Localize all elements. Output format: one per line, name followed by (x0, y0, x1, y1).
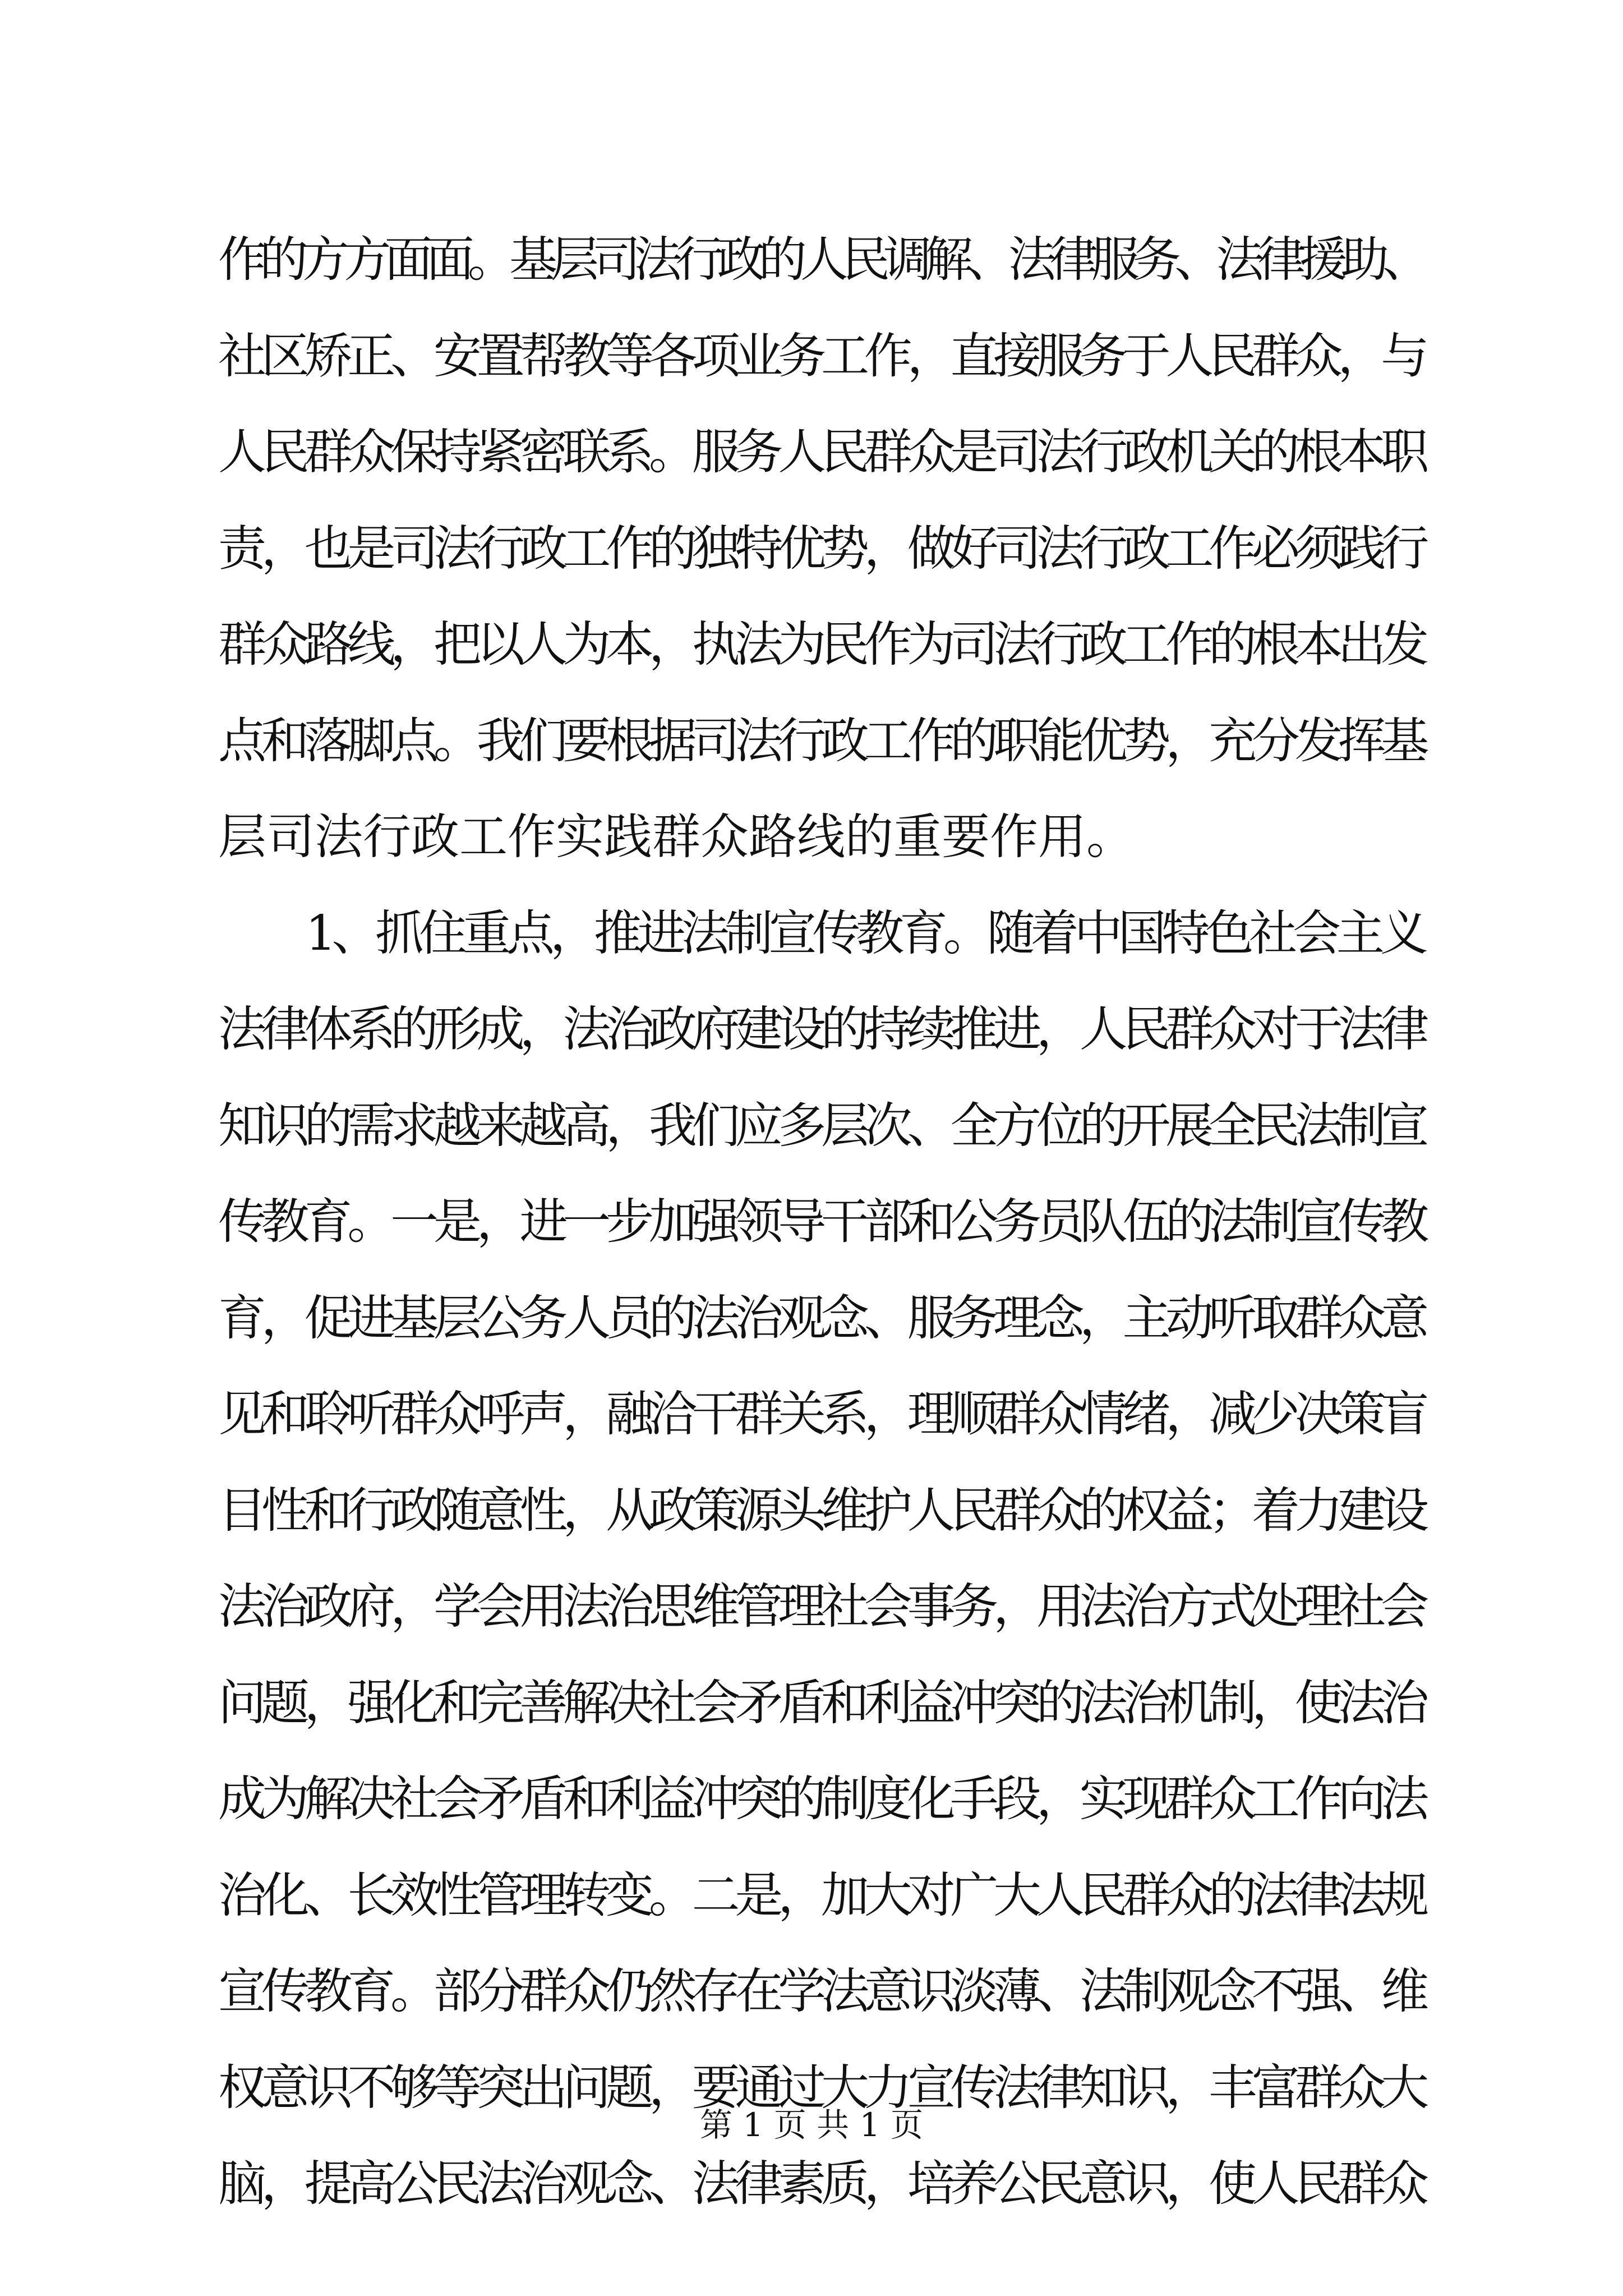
text-line: 责，也是司法行政工作的独特优势，做好司法行政工作必须践行 (218, 520, 1424, 577)
text-line: 问题，强化和完善解决社会矛盾和利益冲突的法治机制，使法治 (218, 1674, 1424, 1731)
text-line: 脑，提高公民法治观念、法律素质，培养公民意识，使人民群众 (218, 2156, 1424, 2212)
body-text (218, 212, 1424, 2233)
text-line: 传教育。一是，进一步加强领导干部和公务员队伍的法制宣传教 (218, 1194, 1424, 1250)
text-line: 法律体系的形成，法治政府建设的持续推进，人民群众对于法律 (218, 1001, 1424, 1057)
text-line: 成为解决社会矛盾和利益冲突的制度化手段，实现群众工作向法 (218, 1771, 1424, 1827)
text-line: 层司法行政工作实践群众路线的重要作用。 (218, 809, 1135, 865)
text-line: 社区矫正、安置帮教等各项业务工作，直接服务于人民群众，与 (218, 328, 1424, 384)
text-line: 宣传教育。部分群众仍然存在学法意识淡薄、法制观念不强、维 (218, 1963, 1424, 2019)
text-line: 育，促进基层公务人员的法治观念、服务理念，主动听取群众意 (218, 1290, 1424, 1346)
page-footer: 第 1 页 共 1 页 (700, 2106, 923, 2144)
text-line: 群众路线，把以人为本，执法为民作为司法行政工作的根本出发 (218, 616, 1424, 673)
text-line: 目性和行政随意性，从政策源头维护人民群众的权益；着力建设 (218, 1482, 1424, 1539)
text-line: 作的方方面面。基层司法行政的人民调解、法律服务、法律援助、 (218, 232, 1424, 288)
text-line: 见和聆听群众呼声，融洽干群关系，理顺群众情绪，减少决策盲 (218, 1386, 1424, 1442)
text-line: 1、抓住重点，推进法制宣传教育。随着中国特色社会主义 (218, 905, 1424, 961)
text-line: 知识的需求越来越高，我们应多层次、全方位的开展全民法制宣 (218, 1097, 1424, 1154)
text-line: 法治政府，学会用法治思维管理社会事务，用法治方式处理社会 (218, 1579, 1424, 1635)
text-line: 治化、长效性管理转变。二是，加大对广大人民群众的法律法规 (218, 1867, 1424, 1924)
text-line: 点和落脚点。我们要根据司法行政工作的职能优势，充分发挥基 (218, 712, 1424, 769)
text-line: 权意识不够等突出问题，要通过大力宣传法律知识，丰富群众大 (218, 2059, 1424, 2116)
text-line: 人民群众保持紧密联系。服务人民群众是司法行政机关的根本职 (218, 424, 1424, 480)
